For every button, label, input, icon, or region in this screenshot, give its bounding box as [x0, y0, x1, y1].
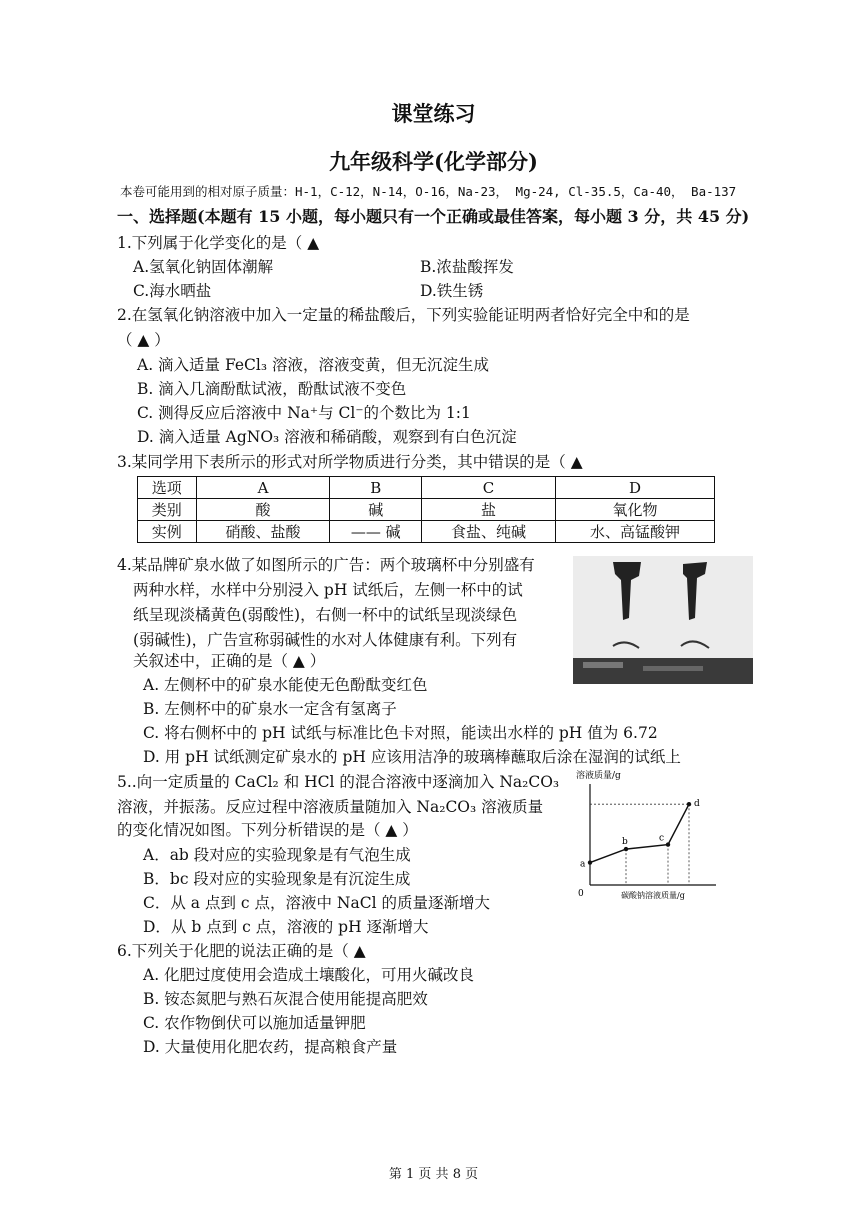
section-heading: 一、选择题(本题有 15 小题，每小题只有一个正确或最佳答案，每小题 3 分，共 45 分)	[117, 207, 750, 226]
q4-line-1: 4.某品牌矿泉水做了如图所示的广告：两个玻璃杯中分别盛有	[117, 556, 535, 574]
q1-stem: 1.下列属于化学变化的是（ ▲	[117, 234, 320, 252]
table-cell: 食盐、纯碱	[422, 521, 556, 543]
q6-option-c: C. 农作物倒伏可以施加适量钾肥	[143, 1014, 366, 1032]
q2-option-d: D. 滴入适量 AgNO₃ 溶液和稀硝酸，观察到有白色沉淀	[137, 428, 517, 446]
table-cell: D	[555, 477, 714, 499]
point-label: d	[694, 799, 700, 810]
table-row	[138, 499, 715, 521]
q3-stem: 3.某同学用下表所示的形式对所学物质进行分类，其中错误的是（ ▲	[117, 453, 583, 471]
table-cell: 盐	[422, 499, 556, 521]
point-label: a	[580, 859, 586, 870]
q6-stem: 6.下列关于化肥的说法正确的是（ ▲	[117, 942, 366, 960]
q1-option-d: D.铁生锈	[420, 282, 484, 300]
page-subtitle: 九年级科学(化学部分)	[329, 149, 538, 174]
q4-line-4: (弱碱性)，广告宣称弱碱性的水对人体健康有利。下列有	[133, 631, 518, 649]
table-cell: C	[422, 477, 556, 499]
q6-option-a: A. 化肥过度使用会造成土壤酸化，可用火碱改良	[143, 966, 475, 984]
q4-line-5: 关叙述中，正确的是（ ▲ ）	[133, 652, 326, 670]
table-cell: 硝酸、盐酸	[196, 521, 330, 543]
q4-line-2: 两种水样，水样中分别浸入 pH 试纸后，左侧一杯中的试	[133, 581, 523, 599]
q5-option-a: A．ab 段对应的实验现象是有气泡生成	[143, 846, 411, 864]
point-label: c	[659, 833, 665, 844]
q4-option-c: C. 将右侧杯中的 pH 试纸与标准比色卡对照，能读出水样的 pH 值为 6.72	[143, 724, 658, 742]
table-cell: 酸	[196, 499, 330, 521]
q5-line-1: 5..向一定质量的 CaCl₂ 和 HCl 的混合溶液中逐滴加入 Na₂CO₃	[117, 773, 560, 791]
q6-option-d: D. 大量使用化肥农药，提高粮食产量	[143, 1038, 398, 1056]
q3-classification-table	[137, 476, 715, 543]
mineral-water-ad-photo	[573, 556, 753, 684]
table-cell: 氧化物	[555, 499, 714, 521]
q5-line-2: 溶液，并振荡。反应过程中溶液质量随加入 Na₂CO₃ 溶液质量	[117, 798, 544, 816]
table-cell: 碱	[330, 499, 422, 521]
q2-option-b: B. 滴入几滴酚酞试液，酚酞试液不变色	[137, 380, 407, 398]
q4-line-3: 纸呈现淡橘黄色(弱酸性)，右侧一杯中的试纸呈现淡绿色	[133, 606, 518, 624]
table-cell: —— 碱	[330, 521, 422, 543]
q5-option-d: D．从 b 点到 c 点，溶液的 pH 逐渐增大	[143, 918, 429, 936]
q4-option-a: A. 左侧杯中的矿泉水能使无色酚酞变红色	[143, 676, 428, 694]
q2-option-a: A. 滴入适量 FeCl₃ 溶液，溶液变黄，但无沉淀生成	[137, 356, 490, 374]
q5-option-c: C．从 a 点到 c 点，溶液中 NaCl 的质量逐渐增大	[143, 894, 490, 912]
table-row	[138, 477, 715, 499]
table-cell: 实例	[138, 521, 197, 543]
page-footer: 第 1 页 共 8 页	[388, 1167, 479, 1182]
q1-option-a: A.氢氧化钠固体潮解	[133, 258, 274, 276]
table-cell: B	[330, 477, 422, 499]
page-title: 课堂练习	[391, 101, 476, 126]
data-point	[588, 860, 592, 864]
q1-option-c: C.海水晒盐	[133, 282, 212, 300]
q2-option-c: C. 测得反应后溶液中 Na⁺与 Cl⁻的个数比为 1:1	[137, 404, 471, 422]
q5-chart-svg	[576, 770, 726, 900]
data-point	[687, 802, 691, 806]
q1-option-b: B.浓盐酸挥发	[420, 258, 514, 276]
q4-option-d: D. 用 pH 试纸测定矿泉水的 pH 应该用洁净的玻璃棒蘸取后涂在湿润的试纸上	[143, 748, 681, 766]
q2-stem: 2.在氢氧化钠溶液中加入一定量的稀盐酸后，下列实验能证明两者恰好完全中和的是	[117, 306, 690, 324]
table-cell: 类别	[138, 499, 197, 521]
table-row	[138, 521, 715, 543]
q6-option-b: B. 铵态氮肥与熟石灰混合使用能提高肥效	[143, 990, 428, 1008]
x-axis-label: 碳酸钠溶液质量/g	[621, 891, 685, 900]
point-label: b	[622, 837, 628, 848]
q5-solution-mass-chart	[576, 770, 726, 900]
q2-stem-bracket: （ ▲ ）	[117, 331, 170, 349]
atomic-masses-note: 本卷可能用到的相对原子质量：H-1，C-12，N-14，O-16，Na-23， Mg-24, Cl-35.5，Ca-40， Ba-137	[120, 184, 737, 199]
y-axis-label: 溶液质量/g	[576, 771, 621, 781]
data-point	[666, 842, 670, 846]
table-cell: 水、高锰酸钾	[555, 521, 714, 543]
table-cell: 选项	[138, 477, 197, 499]
series-line	[590, 804, 689, 862]
table-cell: A	[196, 477, 330, 499]
origin-label: 0	[578, 889, 584, 899]
data-point	[624, 847, 628, 851]
ad-photo-image	[573, 556, 753, 684]
q5-line-3: 的变化情况如图。下列分析错误的是（ ▲ ）	[117, 821, 418, 839]
q5-option-b: B．bc 段对应的实验现象是有沉淀生成	[143, 870, 411, 888]
q4-option-b: B. 左侧杯中的矿泉水一定含有氢离子	[143, 700, 397, 718]
